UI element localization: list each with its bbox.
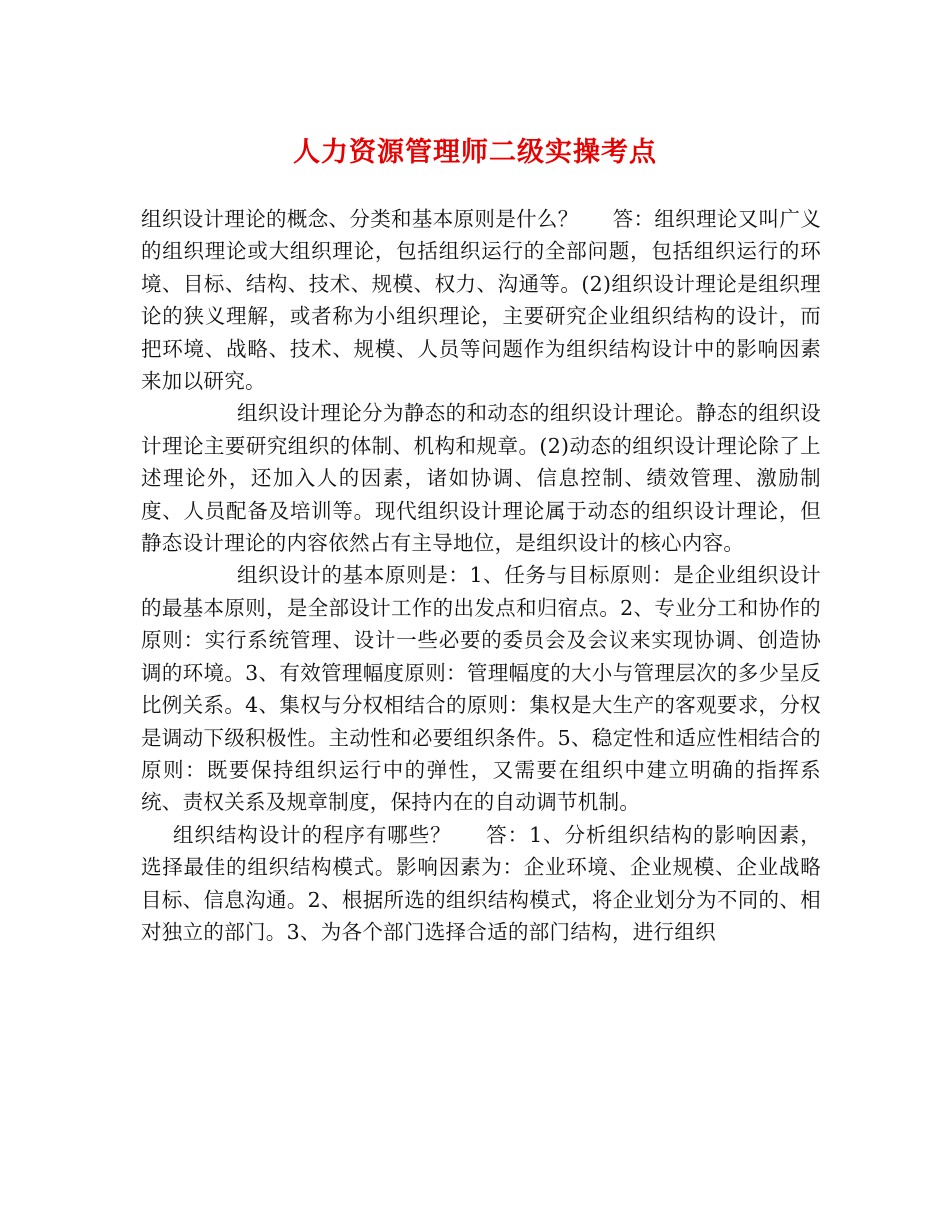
answer-text: 答：组织理论又叫广义的组织理论或大组织理论，包括组织运行的全部问题，包括组织运行的环境、目标、结构、技术、规模、权力、沟通等。(2)组织设计理论是组织理论的狭义理解，或者称为小组织理论，主要研究企业组织结构的设计，而把环境、战略、技术、规模、人员等问题作为组织结构设计中的影响因素来加以研究。 xyxy=(141,207,821,394)
paragraph-3: 组织设计的基本原则是：1、任务与目标原则：是企业组织设计的最基本原则，是全部设计工作的出发点和归宿点。2、专业分工和协作的原则：实行系统管理、设计一些必要的委员会及会议来实现协调、创造协调的环境。3、有效管理幅度原则：管理幅度的大小与管理层次的多少呈反比例关系。4、集权与分权相结合的原则：集权是大生产的客观要求，分权是调动下级积极性。主动性和必要组织条件。5、稳定性和适应性相结合的原则：既要保持组织运行中的弹性，又需要在组织中建立明确的指挥系统、责权关系及规章制度，保持内在的自动调节机制。 xyxy=(141,563,821,815)
answer-text: 答：1、分析组织结构的影响因素，选择最佳的组织结构模式。影响因素为：企业环境、企业规模、企业战略目标、信息沟通。2、根据所选的组织结构模式，将企业划分为不同的、相对独立的部门。3、为各个部门选择合适的部门结构，进行组织 xyxy=(141,822,822,944)
question-text: 组织设计理论的概念、分类和基本原则是什么？ xyxy=(141,207,579,231)
paragraph-1 xyxy=(141,203,821,397)
document-body xyxy=(141,203,821,948)
page-title: 人力资源管理师二级实操考点 xyxy=(293,137,657,168)
paragraph-4 xyxy=(141,819,821,949)
paragraph-2: 组织设计理论分为静态的和动态的组织设计理论。静态的组织设计理论主要研究组织的体制、机构和规章。(2)动态的组织设计理论除了上述理论外，还加入人的因素，诸如协调、信息控制、绩效管理、激励制度、人员配备及培训等。现代组织设计理论属于动态的组织设计理论，但静态设计理论的内容依然占有主导地位，是组织设计的核心内容。 xyxy=(141,401,821,556)
question-text: 组织结构设计的程序有哪些？ xyxy=(173,822,452,847)
